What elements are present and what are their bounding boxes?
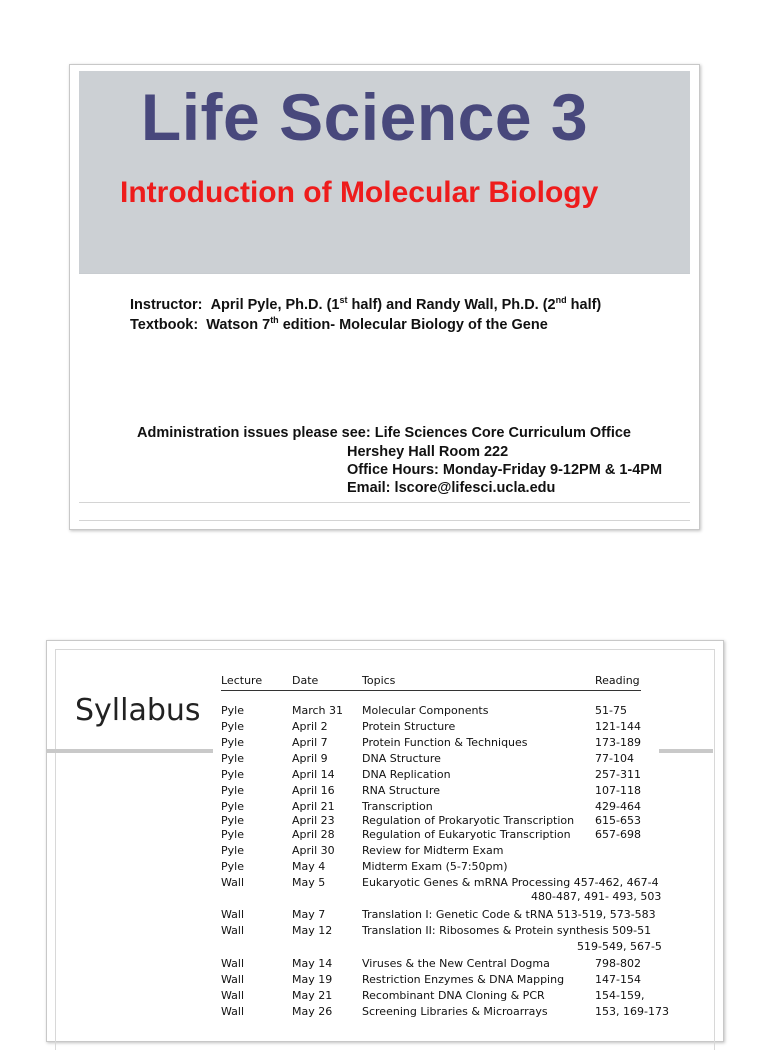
cell-date: April 16 bbox=[292, 784, 335, 797]
title-band bbox=[79, 71, 690, 273]
cell-lecture: Pyle bbox=[221, 844, 244, 857]
cell-topic: Review for Midterm Exam bbox=[362, 844, 504, 857]
cell-date: May 12 bbox=[292, 924, 333, 937]
cell-date: May 19 bbox=[292, 973, 333, 986]
table-row bbox=[221, 704, 661, 718]
cell-lecture: Pyle bbox=[221, 814, 244, 827]
course-title: Life Science 3 bbox=[140, 80, 589, 154]
cell-date: April 9 bbox=[292, 752, 328, 765]
instructor-line bbox=[130, 295, 601, 313]
cell-topic: Protein Structure bbox=[362, 720, 456, 733]
table-row bbox=[221, 908, 661, 922]
header-date: Date bbox=[292, 674, 319, 687]
course-subtitle: Introduction of Molecular Biology bbox=[120, 176, 599, 209]
cell-date: March 31 bbox=[292, 704, 344, 717]
cell-date: May 5 bbox=[292, 876, 326, 889]
cell-date: April 21 bbox=[292, 800, 335, 813]
cell-date: April 14 bbox=[292, 768, 335, 781]
cell-lecture: Pyle bbox=[221, 768, 244, 781]
cell-reading: 657-698 bbox=[595, 828, 641, 841]
cell-topic: Regulation of Prokaryotic Transcription bbox=[362, 814, 575, 827]
footer-rule bbox=[79, 520, 690, 521]
cell-topic: Screening Libraries & Microarrays bbox=[362, 1005, 548, 1018]
cell-date: April 7 bbox=[292, 736, 328, 749]
accent-band bbox=[659, 749, 713, 753]
cell-lecture: Pyle bbox=[221, 704, 244, 717]
table-row bbox=[221, 989, 661, 1003]
admin-email: Email: lscore@lifesci.ucla.edu bbox=[347, 480, 556, 496]
cell-topic: Transcription bbox=[362, 800, 433, 813]
cell-topic: Translation I: Genetic Code & tRNA 513-519, 573-583 bbox=[362, 908, 656, 921]
table-row bbox=[221, 768, 661, 782]
cell-date: May 4 bbox=[292, 860, 326, 873]
cell-lecture: Pyle bbox=[221, 752, 244, 765]
table-row bbox=[221, 784, 661, 798]
title-slide bbox=[69, 64, 700, 530]
table-row bbox=[221, 924, 661, 938]
cell-topic: DNA Replication bbox=[362, 768, 451, 781]
cell-topic: Protein Function & Techniques bbox=[362, 736, 528, 749]
cell-lecture: Wall bbox=[221, 924, 245, 937]
table-row bbox=[221, 800, 661, 814]
table-row bbox=[221, 1005, 669, 1019]
cell-topic: Restriction Enzymes & DNA Mapping bbox=[362, 973, 565, 986]
cell-lecture: Wall bbox=[221, 973, 245, 986]
table-row bbox=[221, 890, 661, 904]
footer-rule bbox=[79, 502, 690, 503]
cell-date: April 23 bbox=[292, 814, 335, 827]
textbook-pre: Watson 7 bbox=[206, 316, 271, 333]
cell-lecture: Pyle bbox=[221, 720, 244, 733]
instructor-middle: half) and Randy Wall, Ph.D. (2 bbox=[347, 296, 556, 313]
textbook-label: Textbook: bbox=[130, 316, 199, 333]
cell-lecture: Wall bbox=[221, 957, 245, 970]
cell-date: April 30 bbox=[292, 844, 335, 857]
cell-reading: 147-154 bbox=[595, 973, 641, 986]
cell-reading: 173-189 bbox=[595, 736, 641, 749]
cell-lecture: Pyle bbox=[221, 828, 244, 841]
cell-date: May 14 bbox=[292, 957, 333, 970]
textbook-post: edition- Molecular Biology of the Gene bbox=[278, 316, 548, 333]
instructor-first: April Pyle, Ph.D. (1 bbox=[210, 296, 340, 313]
cell-date: May 26 bbox=[292, 1005, 333, 1018]
cell-topic: Midterm Exam (5-7:50pm) bbox=[362, 860, 508, 873]
textbook-line bbox=[130, 315, 548, 333]
textbook-sup: th bbox=[270, 315, 279, 325]
admin-intro: Administration issues please see: Life Sciences Core Curriculum Office bbox=[137, 425, 631, 441]
table-row bbox=[221, 720, 661, 734]
instructor-end: half) bbox=[566, 296, 602, 313]
cell-topic: Recombinant DNA Cloning & PCR bbox=[362, 989, 545, 1002]
cell-reading: 107-118 bbox=[595, 784, 641, 797]
cell-topic: RNA Structure bbox=[362, 784, 441, 797]
cell-reading: 480-487, 491- 493, 503 bbox=[531, 890, 662, 903]
cell-reading: 51-75 bbox=[595, 704, 627, 717]
cell-topic: Eukaryotic Genes & mRNA Processing 457-462, 467-4 bbox=[362, 876, 659, 889]
cell-lecture: Pyle bbox=[221, 736, 244, 749]
cell-topic: DNA Structure bbox=[362, 752, 441, 765]
cell-topic: Translation II: Ribosomes & Protein synthesis 509-51 bbox=[362, 924, 652, 937]
cell-date: April 2 bbox=[292, 720, 328, 733]
cell-date: May 7 bbox=[292, 908, 326, 921]
header-topics: Topics bbox=[362, 674, 396, 687]
table-row bbox=[221, 940, 661, 954]
table-row bbox=[221, 814, 661, 828]
cell-lecture: Wall bbox=[221, 908, 245, 921]
header-reading: Reading bbox=[595, 674, 640, 687]
table-row bbox=[221, 828, 661, 842]
table-row bbox=[221, 973, 661, 987]
syllabus-title: Syllabus bbox=[75, 693, 201, 728]
cell-lecture: Pyle bbox=[221, 860, 244, 873]
instructor-second-sup: nd bbox=[555, 295, 567, 305]
cell-reading: 519-549, 567-5 bbox=[577, 940, 662, 953]
cell-topic: Molecular Components bbox=[362, 704, 489, 717]
instructor-first-sup: st bbox=[339, 295, 348, 305]
cell-reading: 121-144 bbox=[595, 720, 641, 733]
admin-hours: Office Hours: Monday-Friday 9-12PM & 1-4PM bbox=[347, 462, 663, 478]
cell-reading: 798-802 bbox=[595, 957, 641, 970]
table-row bbox=[221, 844, 661, 858]
instructor-label: Instructor: bbox=[130, 296, 203, 313]
table-row bbox=[221, 876, 661, 890]
cell-lecture: Pyle bbox=[221, 800, 244, 813]
cell-reading: 615-653 bbox=[595, 814, 641, 827]
cell-reading: 77-104 bbox=[595, 752, 634, 765]
cell-lecture: Wall bbox=[221, 1005, 245, 1018]
cell-lecture: Pyle bbox=[221, 784, 244, 797]
admin-room: Hershey Hall Room 222 bbox=[347, 444, 509, 460]
cell-topic: Viruses & the New Central Dogma bbox=[362, 957, 550, 970]
cell-lecture: Wall bbox=[221, 989, 245, 1002]
cell-topic: Regulation of Eukaryotic Transcription bbox=[362, 828, 571, 841]
cell-reading: 153, 169-173 bbox=[595, 1005, 669, 1018]
syllabus-slide bbox=[46, 640, 724, 1042]
table-row bbox=[221, 860, 661, 874]
cell-reading: 257-311 bbox=[595, 768, 641, 781]
table-row bbox=[221, 957, 661, 971]
cell-reading: 154-159, bbox=[595, 989, 645, 1002]
cell-lecture: Wall bbox=[221, 876, 245, 889]
syllabus-table bbox=[221, 671, 669, 1041]
accent-band bbox=[47, 749, 213, 753]
divider bbox=[79, 273, 690, 274]
table-row bbox=[221, 752, 661, 766]
cell-date: April 28 bbox=[292, 828, 335, 841]
cell-reading: 429-464 bbox=[595, 800, 641, 813]
table-row bbox=[221, 736, 661, 750]
cell-date: May 21 bbox=[292, 989, 333, 1002]
header-lecture: Lecture bbox=[221, 674, 263, 687]
table-header bbox=[221, 671, 641, 691]
